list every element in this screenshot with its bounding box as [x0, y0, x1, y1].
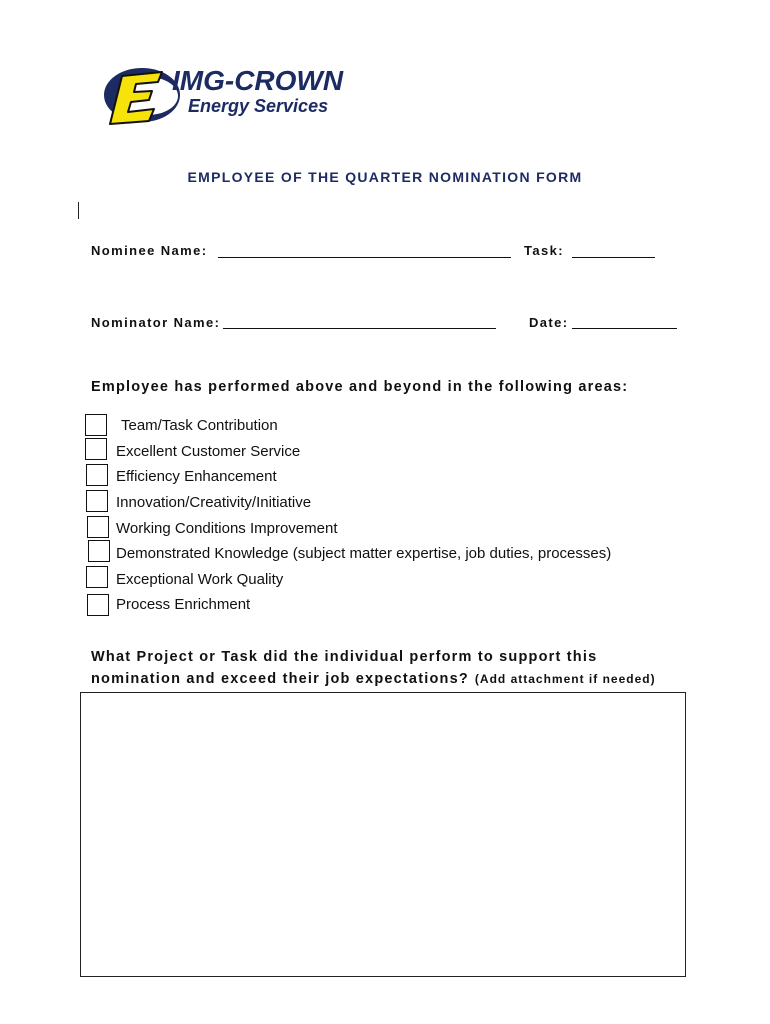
date-label: Date:	[529, 315, 569, 330]
logo-company-name: IMG-CROWN	[172, 65, 344, 96]
team-task-contribution-label: Team/Task Contribution	[121, 417, 278, 434]
exceptional-work-quality-label: Exceptional Work Quality	[116, 571, 284, 588]
demonstrated-knowledge-label: Demonstrated Knowledge (subject matter expertise, job duties, processes)	[116, 545, 612, 562]
nominator-name-field[interactable]	[223, 328, 496, 329]
areas-heading: Employee has performed above and beyond in the following areas:	[91, 379, 629, 395]
company-logo-graphic	[100, 62, 380, 134]
exceptional-work-quality-checkbox[interactable]	[86, 566, 108, 588]
date-field[interactable]	[572, 328, 677, 329]
project-question-line1: What Project or Task did the individual perform to support this	[91, 649, 598, 665]
attachment-note: (Add attachment if needed)	[474, 672, 656, 686]
team-task-contribution-checkbox[interactable]	[85, 414, 107, 436]
project-description-textbox[interactable]	[80, 692, 686, 977]
process-enrichment-label: Process Enrichment	[116, 596, 251, 613]
task-field[interactable]	[572, 257, 655, 258]
demonstrated-knowledge-checkbox[interactable]	[88, 540, 110, 562]
working-conditions-improvement-checkbox[interactable]	[87, 516, 109, 538]
text-cursor	[78, 202, 79, 219]
process-enrichment-checkbox[interactable]	[87, 594, 109, 616]
excellent-customer-service-checkbox[interactable]	[85, 438, 107, 460]
task-label: Task:	[524, 243, 564, 258]
innovation-creativity-initiative-label: Innovation/Creativity/Initiative	[116, 494, 312, 511]
company-logo	[100, 62, 380, 134]
logo-tagline: Energy Services	[188, 96, 329, 116]
nominator-name-label: Nominator Name:	[91, 315, 221, 330]
innovation-creativity-initiative-checkbox[interactable]	[86, 490, 108, 512]
project-question-line2: nomination and exceed their job expectations?	[91, 671, 469, 687]
efficiency-enhancement-label: Efficiency Enhancement	[116, 468, 277, 485]
project-question-line2-row	[91, 668, 656, 690]
excellent-customer-service-label: Excellent Customer Service	[116, 443, 301, 460]
form-title: EMPLOYEE OF THE QUARTER NOMINATION FORM	[187, 169, 583, 185]
nominee-name-label: Nominee Name:	[91, 243, 208, 258]
efficiency-enhancement-checkbox[interactable]	[86, 464, 108, 486]
working-conditions-improvement-label: Working Conditions Improvement	[116, 520, 338, 537]
nominee-name-field[interactable]	[218, 257, 511, 258]
project-question	[91, 646, 656, 690]
